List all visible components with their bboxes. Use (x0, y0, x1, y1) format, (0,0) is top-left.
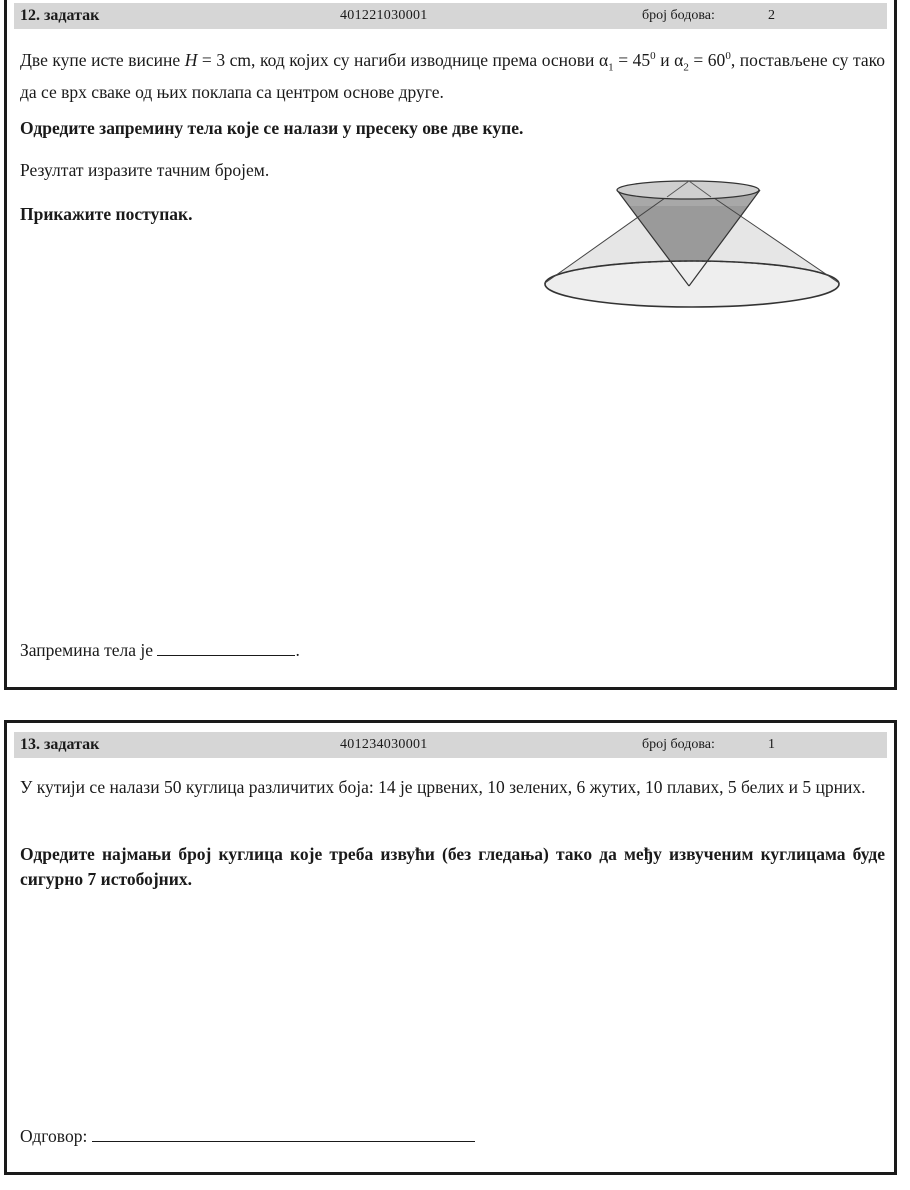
answer-blank[interactable] (92, 1127, 475, 1142)
task-13-instruction: Одредите најмањи број куглица које треба извући (без гледања) тако да међу извученим куглицама буде сигурно 7 истобојних. (20, 844, 885, 889)
task-12-answer-line: Запремина тела је . (20, 640, 300, 660)
points-value: 2 (768, 8, 775, 23)
task-12-result-hint: Резултат изразите тачним бројем. (20, 160, 270, 180)
answer-blank[interactable] (157, 641, 295, 656)
two-cones-figure (537, 178, 847, 318)
task-12-instruction: Одредите запремину тела које се налази у пресеку ове две купе. (20, 118, 524, 138)
task-number: 12. задатак (20, 7, 100, 24)
task-13-box (4, 720, 897, 1175)
small-cone-base (617, 181, 759, 199)
task-12-header (14, 3, 887, 29)
task-12-box (4, 0, 897, 690)
task-code: 401234030001 (340, 737, 428, 752)
task-number: 13. задатак (20, 736, 100, 753)
task-13-answer-line (20, 1126, 475, 1147)
answer-label: Одговор: (20, 1126, 88, 1146)
answer-label: Запремина тела је (20, 640, 154, 660)
points-label: број бодова: (642, 737, 715, 752)
points-label: број бодова: (642, 8, 715, 23)
task-13-statement: У кутији се налази 50 куглица различитих боја: 14 је црвених, 10 зелених, 6 жутих, 10 плавих, 5 белих и 5 црних. (20, 777, 866, 797)
task-13-header (14, 732, 887, 758)
task-12-show-work: Прикажите поступак. (20, 204, 193, 224)
task-code: 401221030001 (340, 8, 428, 23)
task-12-statement: Две купе исте висине H = 3 cm, код којих су нагиби изводнице према основи $\alpha_1 = 45^0$ и $\alpha_2 = 60^0$, постављене су тако да се врх сваке од њих поклапа са центром основе друге. (20, 49, 885, 103)
points-value: 1 (768, 737, 775, 752)
